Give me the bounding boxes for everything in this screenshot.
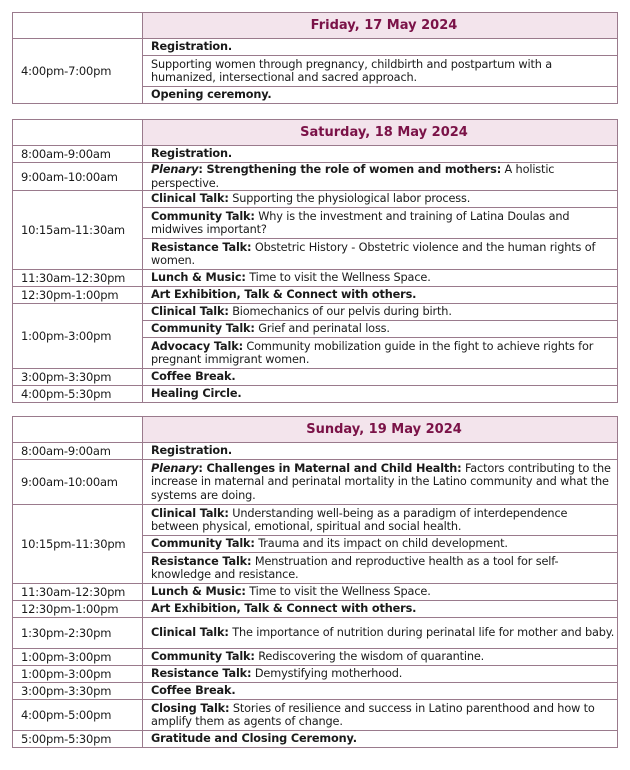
time-slot: 1:00pm-3:00pm <box>13 304 143 369</box>
time-slot: 4:00pm-5:00pm <box>13 700 143 731</box>
schedule-friday <box>12 12 618 104</box>
event-label: Community Talk: <box>151 650 255 664</box>
event-label: Resistance Talk: <box>151 667 252 681</box>
event-text: Biomechanics of our pelvis during birth. <box>228 305 452 319</box>
event-cell <box>143 601 618 618</box>
event-cell <box>143 443 618 460</box>
time-slot: 1:00pm-3:00pm <box>13 666 143 683</box>
event-text: Time to visit the Wellness Space. <box>245 271 431 285</box>
event-cell <box>143 584 618 601</box>
event-label: Community Talk: <box>151 209 255 223</box>
event-cell <box>143 163 618 191</box>
event-label: Art Exhibition, Talk & Connect with others. <box>151 288 417 302</box>
event-text: The importance of nutrition during perinatal life for mother and baby. <box>228 626 615 640</box>
event-label: Registration. <box>151 444 233 458</box>
event-text: Rediscovering the wisdom of quarantine. <box>254 650 485 664</box>
event-text: Stories of resilience and success in Latino parenthood and how to amplify them as agents of change. <box>151 701 595 728</box>
time-slot: 10:15am-11:30am <box>13 191 143 270</box>
event-label: Registration. <box>151 40 233 54</box>
time-slot: 11:30am-12:30pm <box>13 584 143 601</box>
event-cell <box>143 731 618 748</box>
event-cell <box>143 239 618 270</box>
day-title: Sunday, 19 May 2024 <box>143 417 618 443</box>
time-slot: 1:30pm-2:30pm <box>13 618 143 649</box>
header-spacer <box>13 13 143 39</box>
event-text: Grief and perinatal loss. <box>254 322 390 336</box>
event-label: Art Exhibition, Talk & Connect with others. <box>151 602 417 616</box>
event-cell <box>143 700 618 731</box>
event-label: Community Talk: <box>151 537 255 551</box>
time-slot: 9:00am-10:00am <box>13 460 143 505</box>
event-cell <box>143 39 618 56</box>
time-slot: 8:00am-9:00am <box>13 146 143 163</box>
event-text: Understanding well-being as a paradigm of interdependence between physical, emotional, spiritual and social health. <box>151 506 568 533</box>
time-slot: 10:15pm-11:30pm <box>13 505 143 584</box>
event-text: Obstetric History - Obstetric violence and the human rights of women. <box>151 240 596 267</box>
time-slot: 11:30am-12:30pm <box>13 270 143 287</box>
schedule-sunday <box>12 416 618 748</box>
event-label: Gratitude and Closing Ceremony. <box>151 732 357 746</box>
time-slot: 3:00pm-3:30pm <box>13 369 143 386</box>
event-text: Why is the investment and training of Latina Doulas and midwives important? <box>151 209 570 236</box>
time-slot: 1:00pm-3:00pm <box>13 649 143 666</box>
event-label: Resistance Talk: <box>151 554 252 568</box>
event-text: Community mobilization guide in the fight to achieve rights for pregnant immigrant women. <box>151 339 594 366</box>
day-title: Saturday, 18 May 2024 <box>143 120 618 146</box>
time-slot: 12:30pm-1:00pm <box>13 601 143 618</box>
event-cell <box>143 146 618 163</box>
event-cell <box>143 505 618 536</box>
event-cell <box>143 338 618 369</box>
event-label: Coffee Break. <box>151 370 236 384</box>
event-label: Healing Circle. <box>151 387 242 401</box>
header-spacer <box>13 120 143 146</box>
event-label: Coffee Break. <box>151 684 236 698</box>
time-slot: 8:00am-9:00am <box>13 443 143 460</box>
event-label: Community Talk: <box>151 322 255 336</box>
event-cell <box>143 287 618 304</box>
event-text: Time to visit the Wellness Space. <box>245 585 431 599</box>
event-label: Lunch & Music: <box>151 585 246 599</box>
event-text: Demystifying motherhood. <box>251 667 403 681</box>
event-label: : Strengthening the role of women and mothers: <box>198 163 502 176</box>
event-cell <box>143 386 618 403</box>
event-label: Registration. <box>151 147 233 161</box>
event-label: Closing Talk: <box>151 701 230 715</box>
event-label: Clinical Talk: <box>151 506 229 520</box>
time-slot: 3:00pm-3:30pm <box>13 683 143 700</box>
time-slot: 4:00pm-7:00pm <box>13 39 143 104</box>
time-slot: 9:00am-10:00am <box>13 163 143 191</box>
time-slot: 5:00pm-5:30pm <box>13 731 143 748</box>
event-cell <box>143 270 618 287</box>
time-slot: 4:00pm-5:30pm <box>13 386 143 403</box>
event-label: Opening ceremony. <box>151 88 272 102</box>
event-cell <box>143 666 618 683</box>
schedule-saturday <box>12 119 618 403</box>
event-text: Trauma and its impact on child development. <box>254 537 508 551</box>
event-cell <box>143 56 618 87</box>
event-label: Clinical Talk: <box>151 626 229 640</box>
event-prefix: Plenary <box>151 163 199 176</box>
event-label: : Challenges in Maternal and Child Health: <box>198 461 462 475</box>
event-cell <box>143 191 618 208</box>
event-label: Clinical Talk: <box>151 305 229 319</box>
event-label: Clinical Talk: <box>151 192 229 206</box>
event-cell <box>143 304 618 321</box>
event-cell <box>143 87 618 104</box>
event-cell <box>143 460 618 505</box>
event-text: Supporting women through pregnancy, childbirth and postpartum with a humanized, intersectional and sacred approach. <box>151 57 552 84</box>
event-cell <box>143 618 618 649</box>
event-text: A holistic perspective. <box>151 163 555 190</box>
event-cell <box>143 321 618 338</box>
event-text: Factors contributing to the increase in maternal and perinatal mortality in the Latino community and what the systems are doing. <box>151 461 611 502</box>
event-text: Menstruation and reproductive health as a tool for self-knowledge and resistance. <box>151 554 559 581</box>
event-cell <box>143 536 618 553</box>
header-spacer <box>13 417 143 443</box>
event-cell <box>143 683 618 700</box>
event-prefix: Plenary <box>151 461 199 475</box>
day-title: Friday, 17 May 2024 <box>143 13 618 39</box>
event-label: Lunch & Music: <box>151 271 246 285</box>
event-label: Resistance Talk: <box>151 240 252 254</box>
event-cell <box>143 553 618 584</box>
event-cell <box>143 208 618 239</box>
event-text: Supporting the physiological labor process. <box>228 192 471 206</box>
event-label: Advocacy Talk: <box>151 339 243 353</box>
event-cell <box>143 369 618 386</box>
event-cell <box>143 649 618 666</box>
time-slot: 12:30pm-1:00pm <box>13 287 143 304</box>
